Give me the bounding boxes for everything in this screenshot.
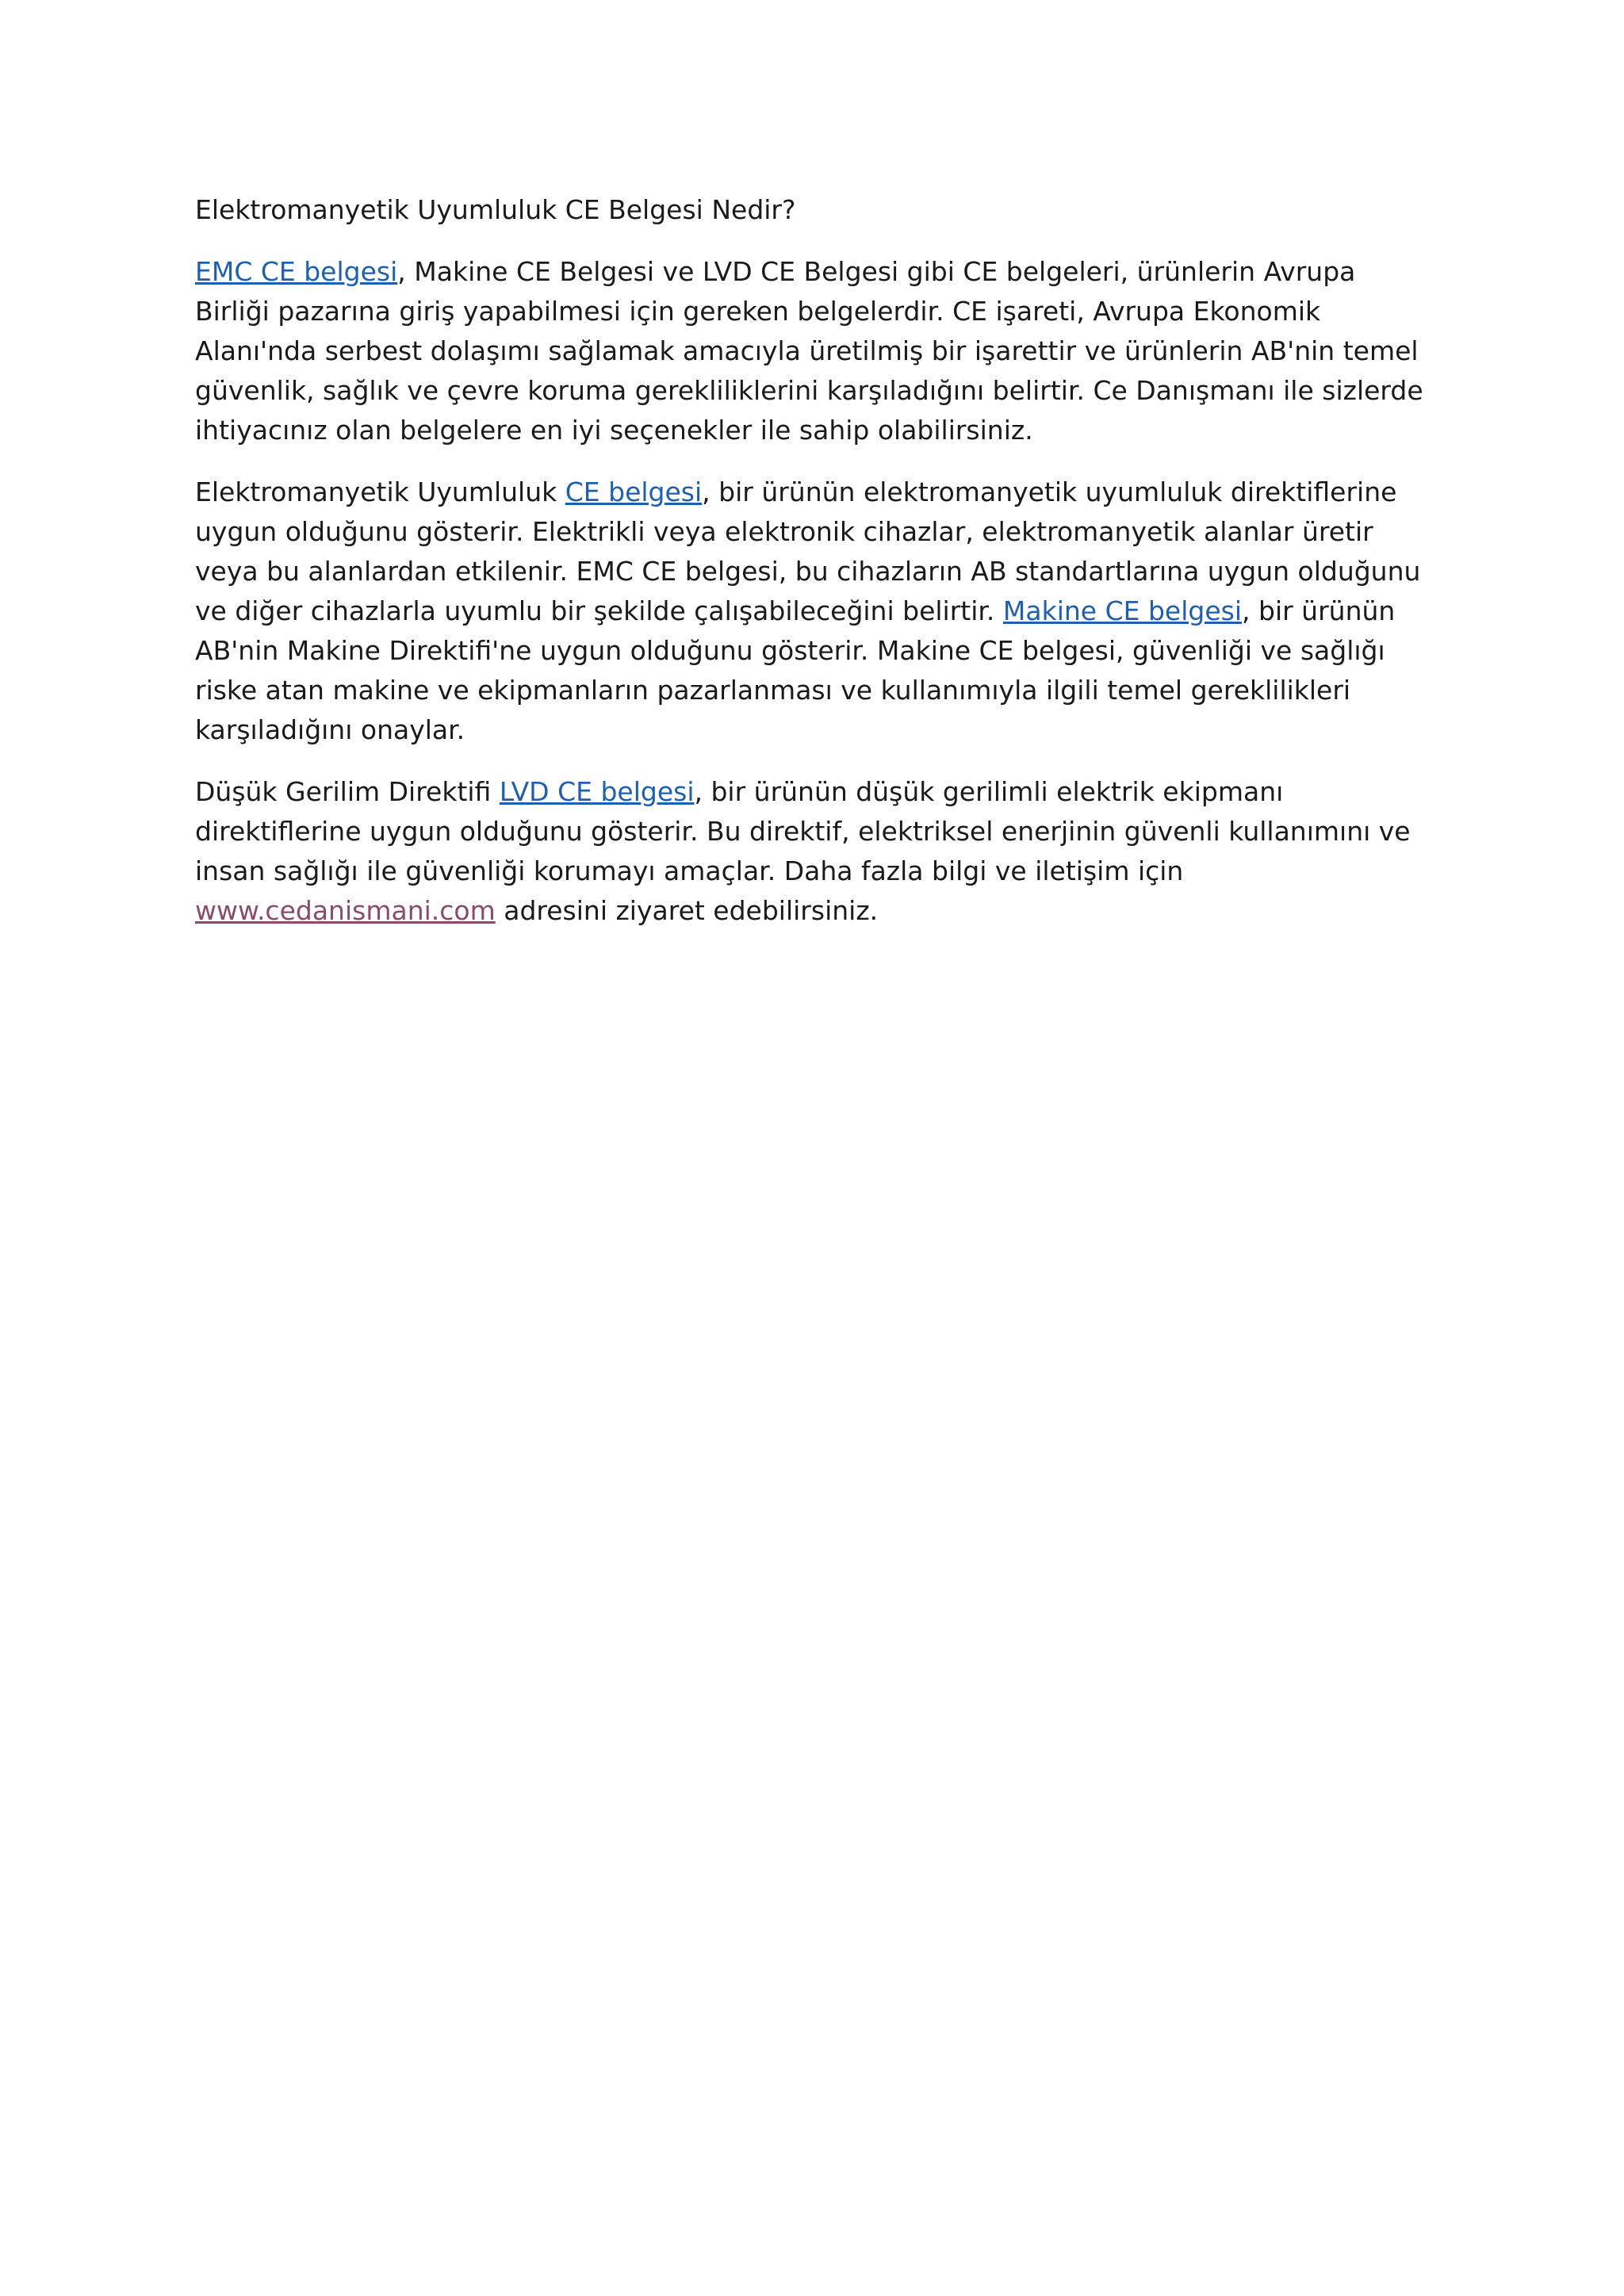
cedanismani-website-link[interactable]: www.cedanismani.com [195,895,496,926]
paragraph-3-text-middle: , bir ürünün düşük gerilimli elektrik ekipmanı direktiflerine uygun olduğunu gösterir. Bu direktif, elektriksel enerjinin güvenli kullanımını ve insan sağlığı ile güvenliği korumayı amaçlar. Daha fazla bilgi ve iletişim için [195,776,1411,886]
makine-ce-belgesi-link[interactable]: Makine CE belgesi [1002,595,1243,626]
paragraph-3-text-before: Düşük Gerilim Direktifi [195,776,500,807]
emc-ce-belgesi-link[interactable]: EMC CE belgesi [195,256,398,287]
paragraph-3-text-after: adresini ziyaret edebilirsiniz. [495,895,879,926]
paragraph-1 [195,252,1432,450]
paragraph-2-text-after: , bir ürünün AB'nin Makine Direktifi'ne uygun olduğunu gösterir. Makine CE belgesi, güvenliği ve sağlığı riske atan makine ve ekipmanların pazarlanması ve kullanımıyla ilgili temel gereklilikleri karşıladığını onaylar. [195,595,1396,745]
paragraph-3 [195,772,1432,931]
paragraph-1-text: , Makine CE Belgesi ve LVD CE Belgesi gibi CE belgeleri, ürünlerin Avrupa Birliği pazarına giriş yapabilmesi için gereken belgelerdir. CE işareti, Avrupa Ekonomik Alanı'nda serbest dolaşımı sağlamak amacıyla üretilmiş bir işarettir ve ürünlerin AB'nin temel güvenlik, sağlık ve çevre koruma gerekliliklerini karşıladığını belirtir. Ce Danışmanı ile sizlerde ihtiyacınız olan belgelere en iyi seçenekler ile sahip olabilirsiniz. [195,256,1423,446]
paragraph-2-text-before: Elektromanyetik Uyumluluk [195,476,565,507]
paragraph-2-text-middle: , bir ürünün elektromanyetik uyumluluk direktiflerine uygun olduğunu gösterir. Elektrikli veya elektronik cihazlar, elektromanyetik alanlar üretir veya bu alanlardan etkilenir. EMC CE belgesi, bu cihazların AB standartlarına uygun olduğunu ve diğer cihazlarla uyumlu bir şekilde çalışabileceğini belirtir. [195,476,1421,626]
paragraph-2 [195,473,1432,750]
document-page [195,190,1432,953]
document-title: Elektromanyetik Uyumluluk CE Belgesi Nedir? [195,194,796,225]
lvd-ce-belgesi-link[interactable]: LVD CE belgesi [499,776,695,807]
ce-belgesi-link[interactable]: CE belgesi [565,476,703,507]
